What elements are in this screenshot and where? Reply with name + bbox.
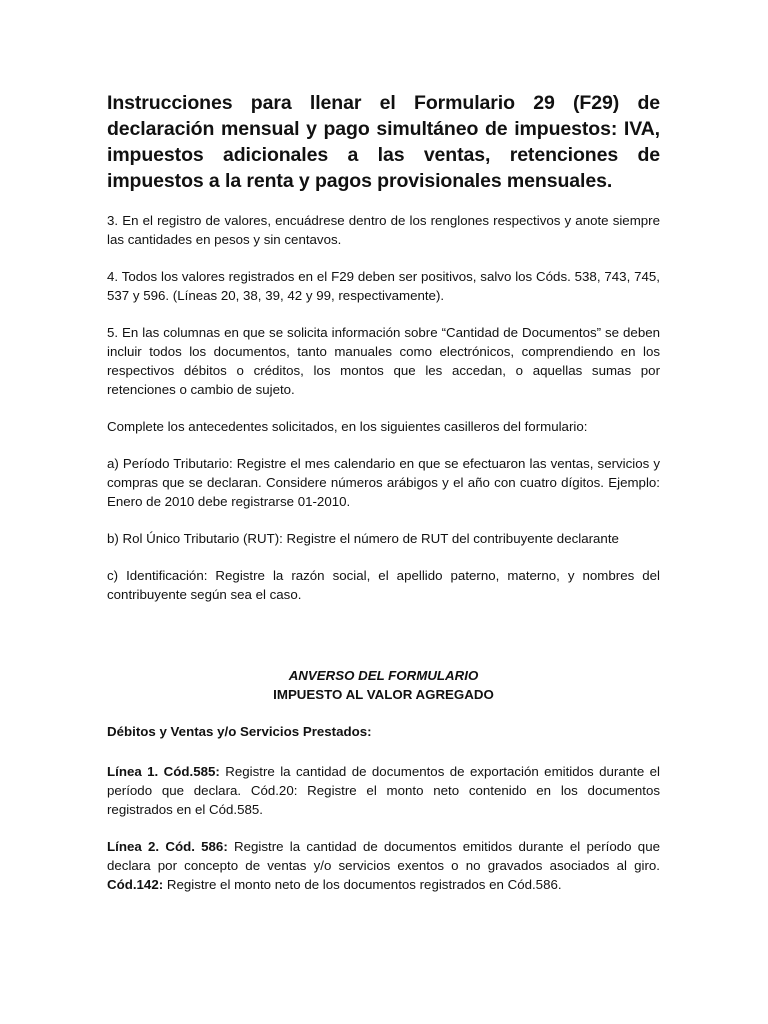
document-title: Instrucciones para llenar el Formulario 29 (F29) de declaración mensual y pago simultáneo de impuestos: IVA, impuestos adicionales a las ventas, retenciones de impuestos a la renta y pagos provisionales mensuales. — [107, 92, 660, 192]
paragraph-rut: b) Rol Único Tributario (RUT): Registre el número de RUT del contribuyente declarante — [107, 531, 619, 546]
linea-2-text-1: Registre la cantidad de documentos emitidos durante el período que declara por concepto de ventas y/o servicios exentos o no gravados asociados al giro. — [107, 839, 660, 873]
paragraph-item-3: 3. En el registro de valores, encuádrese dentro de los renglones respectivos y anote siempre las cantidades en pesos y sin centavos. — [107, 213, 660, 247]
paragraph-periodo-tributario: a) Período Tributario: Registre el mes calendario en que se efectuaron las ventas, servicios y compras que se declaran. Considere números arábigos y el año con cuatro dígitos. Ejemplo: Enero de 2010 debe registrarse 01-2010. — [107, 456, 660, 509]
linea-1-code-2: Cód.20: — [250, 783, 298, 798]
paragraph-item-4: 4. Todos los valores registrados en el F29 deben ser positivos, salvo los Códs. 538, 743, 745, 537 y 596. (Líneas 20, 38, 39, 42 y 99, respectivamente). — [107, 269, 660, 303]
linea-2-text-2: Registre el monto neto de los documentos registrados en Cód.586. — [163, 877, 562, 892]
section-heading-anverso: ANVERSO DEL FORMULARIO — [288, 668, 479, 683]
paragraph-linea-2 — [107, 837, 660, 894]
paragraph-identificacion: c) Identificación: Registre la razón social, el apellido paterno, materno, y nombres del contribuyente según sea el caso. — [107, 568, 660, 602]
linea-1-label: Línea 1. Cód.585: — [107, 764, 220, 779]
paragraph-intro: Complete los antecedentes solicitados, en los siguientes casilleros del formulario: — [107, 419, 588, 434]
paragraph-linea-1 — [107, 762, 660, 819]
section-spacer — [107, 604, 660, 666]
linea-1-text-1: Registre la cantidad de documentos de exportación emitidos durante el período que declara. — [107, 764, 660, 798]
subheading-debitos: Débitos y Ventas y/o Servicios Prestados: — [107, 724, 372, 739]
linea-2-label: Línea 2. Cód. 586: — [107, 839, 228, 854]
section-heading-iva: IMPUESTO AL VALOR AGREGADO — [273, 687, 494, 702]
document-page — [107, 90, 660, 894]
linea-2-code-2: Cód.142: — [107, 877, 164, 892]
paragraph-item-5: 5. En las columnas en que se solicita información sobre “Cantidad de Documentos” se deben incluir todos los documentos, tanto manuales como electrónicos, comprendiendo en los respectivos débitos o créditos, los montos que les accedan, o aquellas sumas por retenciones o cambio de sujeto. — [107, 325, 660, 397]
linea-1-text-2: Registre el monto neto contenido en los documentos registrados en el Cód.585. — [107, 783, 660, 817]
